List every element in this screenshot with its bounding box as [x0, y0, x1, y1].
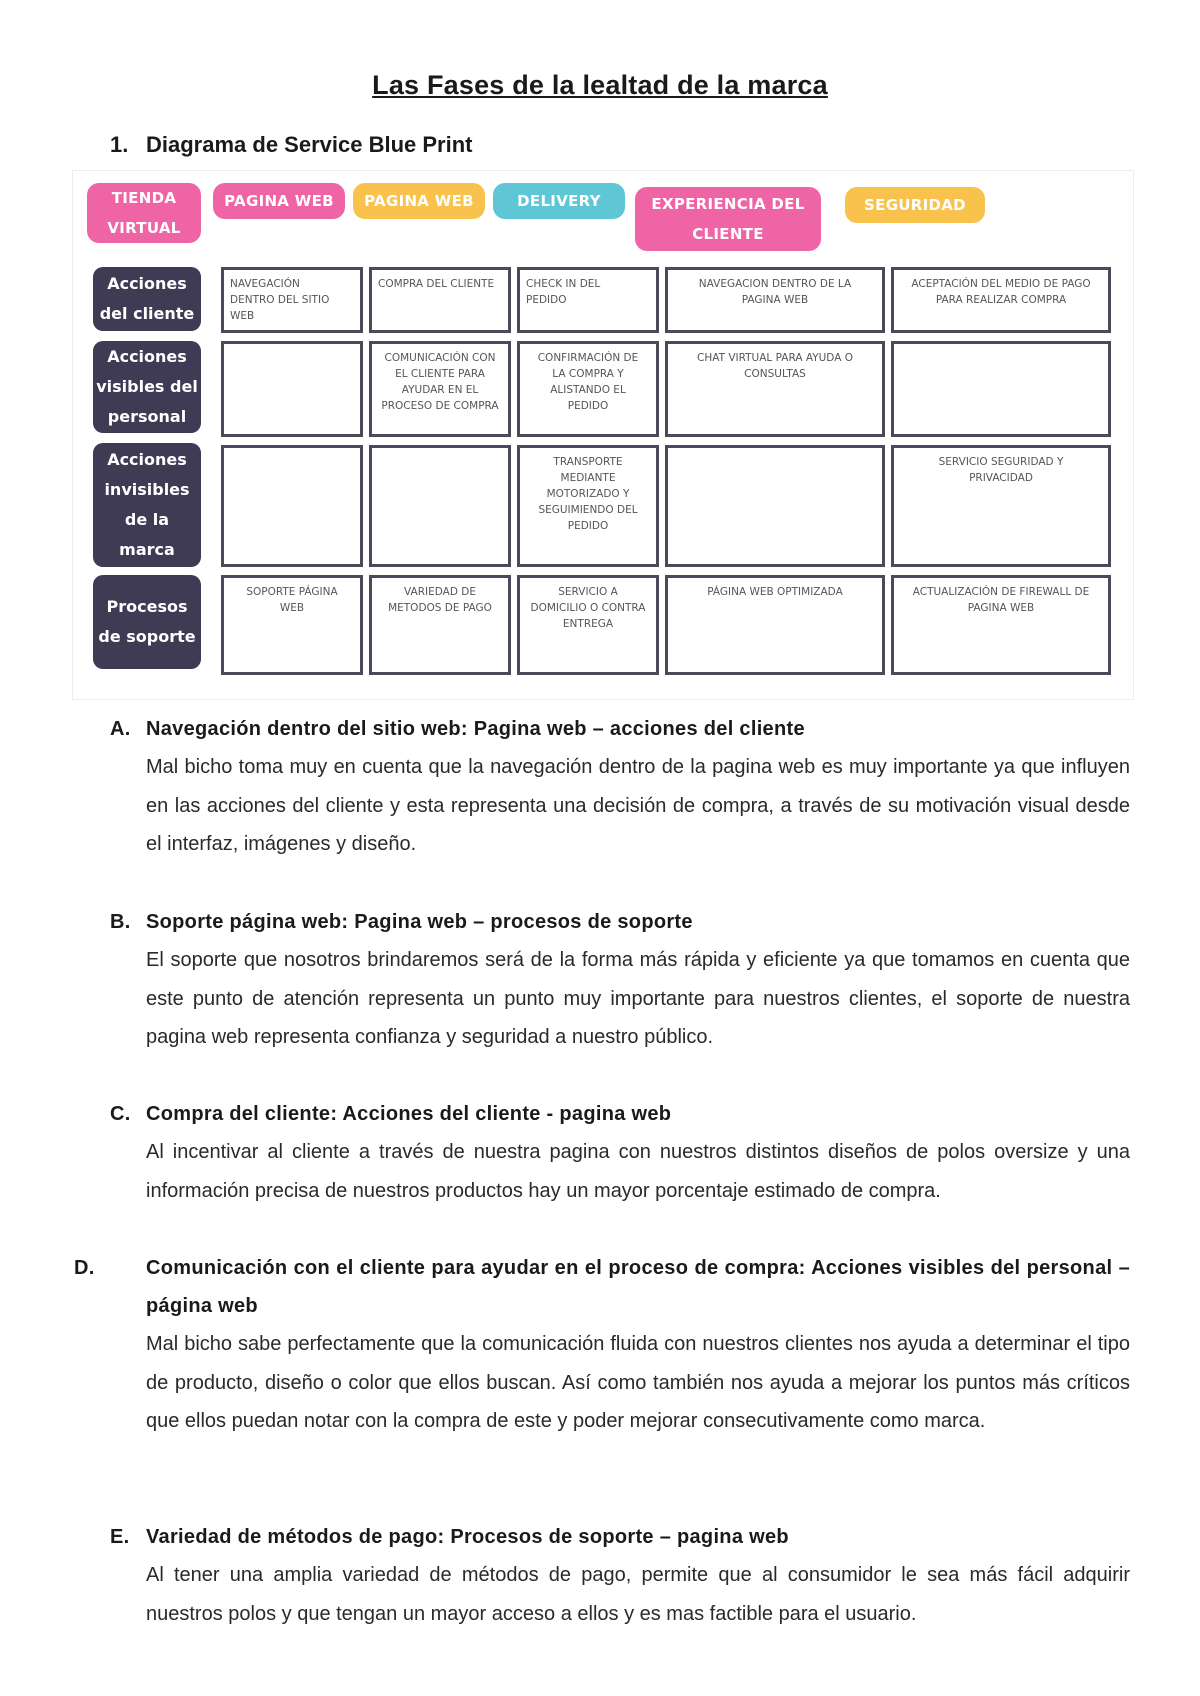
cell-r1-c2: COMPRA DEL CLIENTE [369, 267, 511, 333]
heading-number: 1. [110, 132, 129, 157]
section-a [110, 710, 1130, 864]
cell-r4-c3: SERVICIO A DOMICILIO O CONTRA ENTREGA [517, 575, 659, 675]
section-e-letter: E. [110, 1526, 130, 1548]
section-heading-1 [110, 132, 472, 158]
cell-r4-c2: VARIEDAD DE METODOS DE PAGO [369, 575, 511, 675]
column-header-tienda-virtual: TIENDA VIRTUAL [87, 183, 201, 243]
section-e-body: Al tener una amplia variedad de métodos de pago, permite que al consumidor le sea más fácil adquirir nuestros polos y que tengan un mayor acceso a ellos y es mas factible para el usuario. [146, 1564, 1130, 1625]
cell-r4-c1: SOPORTE PÁGINA WEB [221, 575, 363, 675]
section-b-letter: B. [110, 911, 131, 933]
cell-r2-c5 [891, 341, 1111, 437]
row-label-acciones-cliente: Acciones del cliente [93, 267, 201, 331]
section-d-heading [74, 1249, 1130, 1325]
section-c-heading-text: Compra del cliente: Acciones del cliente - pagina web [146, 1103, 672, 1125]
cell-r1-c1: NAVEGACIÓN DENTRO DEL SITIO WEB [221, 267, 363, 333]
column-header-experiencia-cliente: EXPERIENCIA DEL CLIENTE [635, 187, 821, 251]
section-e-heading-text: Variedad de métodos de pago: Procesos de soporte – pagina web [146, 1526, 789, 1548]
column-header-pagina-web-1: PAGINA WEB [213, 183, 345, 219]
cell-r3-c4 [665, 445, 885, 567]
section-a-heading-text: Navegación dentro del sitio web: Pagina web – acciones del cliente [146, 718, 805, 740]
cell-r3-c2 [369, 445, 511, 567]
column-header-delivery: DELIVERY [493, 183, 625, 219]
section-a-heading [110, 710, 1130, 748]
section-d-heading-text: Comunicación con el cliente para ayudar en el proceso de compra: Acciones visibles del personal – página web [146, 1257, 1130, 1317]
cell-r2-c1 [221, 341, 363, 437]
cell-r1-c5: ACEPTACIÓN DEL MEDIO DE PAGO PARA REALIZAR COMPRA [891, 267, 1111, 333]
heading-text: Diagrama de Service Blue Print [146, 132, 473, 157]
row-label-procesos-soporte: Procesos de soporte [93, 575, 201, 669]
section-b-heading [110, 903, 1130, 941]
row-label-acciones-visibles: Acciones visibles del personal [93, 341, 201, 433]
column-header-pagina-web-2: PAGINA WEB [353, 183, 485, 219]
cell-r2-c2: COMUNICACIÓN CON EL CLIENTE PARA AYUDAR EN EL PROCESO DE COMPRA [369, 341, 511, 437]
cell-r1-c4: NAVEGACION DENTRO DE LA PAGINA WEB [665, 267, 885, 333]
cell-r2-c3: CONFIRMACIÓN DE LA COMPRA Y ALISTANDO EL PEDIDO [517, 341, 659, 437]
cell-r3-c3: TRANSPORTE MEDIANTE MOTORIZADO Y SEGUIMIENDO DEL PEDIDO [517, 445, 659, 567]
section-a-letter: A. [110, 718, 131, 740]
cell-r4-c4: PÁGINA WEB OPTIMIZADA [665, 575, 885, 675]
section-b [110, 903, 1130, 1057]
section-e-heading [110, 1518, 1130, 1556]
cell-r1-c3: CHECK IN DEL PEDIDO [517, 267, 659, 333]
cell-r4-c5: ACTUALIZACIÓN DE FIREWALL DE PAGINA WEB [891, 575, 1111, 675]
section-e [110, 1518, 1130, 1633]
section-c-letter: C. [110, 1103, 131, 1125]
section-b-body: El soporte que nosotros brindaremos será de la forma más rápida y eficiente ya que tomamos en cuenta que este punto de atención representa un punto muy importante para nuestros clientes, el soporte de nuestra pagina web representa confianza y seguridad a nuestro público. [146, 949, 1130, 1048]
section-b-heading-text: Soporte página web: Pagina web – procesos de soporte [146, 911, 693, 933]
section-d [74, 1249, 1130, 1441]
section-c [110, 1095, 1130, 1210]
section-d-body: Mal bicho sabe perfectamente que la comunicación fluida con nuestros clientes nos ayuda a determinar el tipo de producto, diseño o color que ellos buscan. Así como también nos ayuda a mejorar los puntos más críticos que ellos puedan notar con la compra de este y poder mejorar consecutivamente como marca. [146, 1333, 1130, 1432]
row-label-acciones-invisibles: Acciones invisibles de la marca [93, 443, 201, 567]
cell-r3-c5: SERVICIO SEGURIDAD Y PRIVACIDAD [891, 445, 1111, 567]
cell-r3-c1 [221, 445, 363, 567]
section-c-body: Al incentivar al cliente a través de nuestra pagina con nuestros distintos diseños de polos oversize y una información precisa de nuestros productos hay un mayor porcentaje estimado de compra. [146, 1141, 1130, 1202]
section-c-heading [110, 1095, 1130, 1133]
document-title: Las Fases de la lealtad de la marca [372, 70, 828, 100]
section-d-letter: D. [74, 1257, 95, 1279]
service-blueprint-diagram [72, 170, 1134, 700]
section-a-body: Mal bicho toma muy en cuenta que la navegación dentro de la pagina web es muy importante ya que influyen en las acciones del cliente y esta representa una decisión de compra, a través de su motivación visual desde el interfaz, imágenes y diseño. [146, 756, 1130, 855]
column-header-seguridad: SEGURIDAD [845, 187, 985, 223]
cell-r2-c4: CHAT VIRTUAL PARA AYUDA O CONSULTAS [665, 341, 885, 437]
